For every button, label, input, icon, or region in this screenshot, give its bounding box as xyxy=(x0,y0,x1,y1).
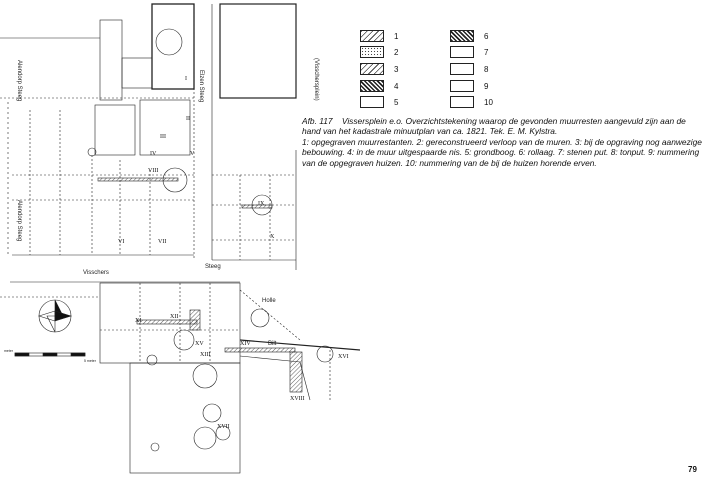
house-number-ix: IX xyxy=(258,201,265,207)
street-label-holle: Holle xyxy=(262,298,276,304)
house-number-xvii: XVII xyxy=(217,424,230,430)
legend-number: 10 xyxy=(484,97,493,107)
legend-number: 2 xyxy=(394,47,399,57)
house-number-v: V xyxy=(190,151,195,157)
legend-item-4 xyxy=(360,80,398,92)
legend-item-5 xyxy=(360,96,398,108)
legend-number: 1 xyxy=(394,31,399,41)
figure-caption xyxy=(302,116,706,168)
house-number-x: X xyxy=(270,234,275,240)
house-number-iii: III xyxy=(160,134,166,140)
house-number-xii: XII xyxy=(170,314,179,320)
legend-swatch-hatch-light xyxy=(360,30,384,42)
house-number-xiv: XIV xyxy=(240,341,251,347)
house-number-i: I xyxy=(185,76,187,82)
street-label-visschersplein: (Visschersplein) xyxy=(313,58,319,101)
legend-item-7 xyxy=(450,46,488,58)
caption-title: Vissersplein e.o. Overzichtstekening waarop de gevonden muurresten aangevuld zijn aan de hand van het kadastrale minuutplan van ca. 1821. Tek. E. M. Kylstra. xyxy=(302,116,686,137)
house-number-xiii: XIII xyxy=(200,352,211,358)
legend-swatch-solid-hatch xyxy=(450,30,474,42)
street-label-alendorp-top: Alendorp Steeg xyxy=(16,60,22,102)
legend-number: 9 xyxy=(484,81,489,91)
legend-swatch-roman xyxy=(450,80,474,92)
legend-swatch-hatch-dense xyxy=(360,80,384,92)
legend-item-10 xyxy=(450,96,493,108)
legend-swatch-barrel xyxy=(450,63,474,75)
legend-item-9 xyxy=(450,80,488,92)
caption-legend: 1: opgegraven muurrestanten. 2: gereconstrueerd verloop van de muren. 3: bij de opgraving nog aanwezige bebouwing. 4: in de muur uitgespaarde nis. 5: grondboog. 6: rollaag. 7: stenen put. 8: tonput. 9: nummering van de opgegraven huizen. 10: nummering van de bij de huizen horende erven. xyxy=(302,136,702,168)
house-number-xv: XV xyxy=(195,341,204,347)
legend-item-8 xyxy=(450,63,488,75)
legend-swatch-diagonal xyxy=(360,63,384,75)
legend-item-3 xyxy=(360,63,398,75)
house-number-xi: XI xyxy=(135,318,142,324)
street-label-steeg: Steeg xyxy=(205,264,221,270)
legend-item-2 xyxy=(360,46,398,58)
legend-item-6 xyxy=(450,30,488,42)
house-number-vi: VI xyxy=(118,239,125,245)
legend-number: 8 xyxy=(484,64,489,74)
street-label-alendorp-bottom: Alendorp Steeg xyxy=(16,200,22,242)
scale-end-label: 5 meter xyxy=(84,359,96,363)
legend-swatch-roman-sup xyxy=(450,96,474,108)
street-label-elzen: Elzen Steeg xyxy=(198,70,204,103)
legend-number: 4 xyxy=(394,81,399,91)
house-number-xvi: XVI xyxy=(338,354,349,360)
legend-swatch-dots xyxy=(360,46,384,58)
legend-swatch-arch xyxy=(360,96,384,108)
legend-number: 6 xyxy=(484,31,489,41)
legend-number: 3 xyxy=(394,64,399,74)
house-number-iv: IV xyxy=(150,151,157,157)
scale-label: meter xyxy=(4,349,13,353)
house-number-viii: VIII xyxy=(148,168,159,174)
figure-label: Afb. 117 xyxy=(302,116,333,126)
page-number: 79 xyxy=(688,465,697,474)
legend-number: 5 xyxy=(394,97,399,107)
legend-swatch-well xyxy=(450,46,474,58)
street-label-visschers: Visschers xyxy=(83,270,109,276)
house-number-ii: II xyxy=(186,116,190,122)
street-label-bilt: Bilt xyxy=(268,341,277,347)
legend-number: 7 xyxy=(484,47,489,57)
house-number-vii: VII xyxy=(158,239,167,245)
house-number-xviii: XVIII xyxy=(290,396,305,402)
legend-item-1 xyxy=(360,30,398,42)
